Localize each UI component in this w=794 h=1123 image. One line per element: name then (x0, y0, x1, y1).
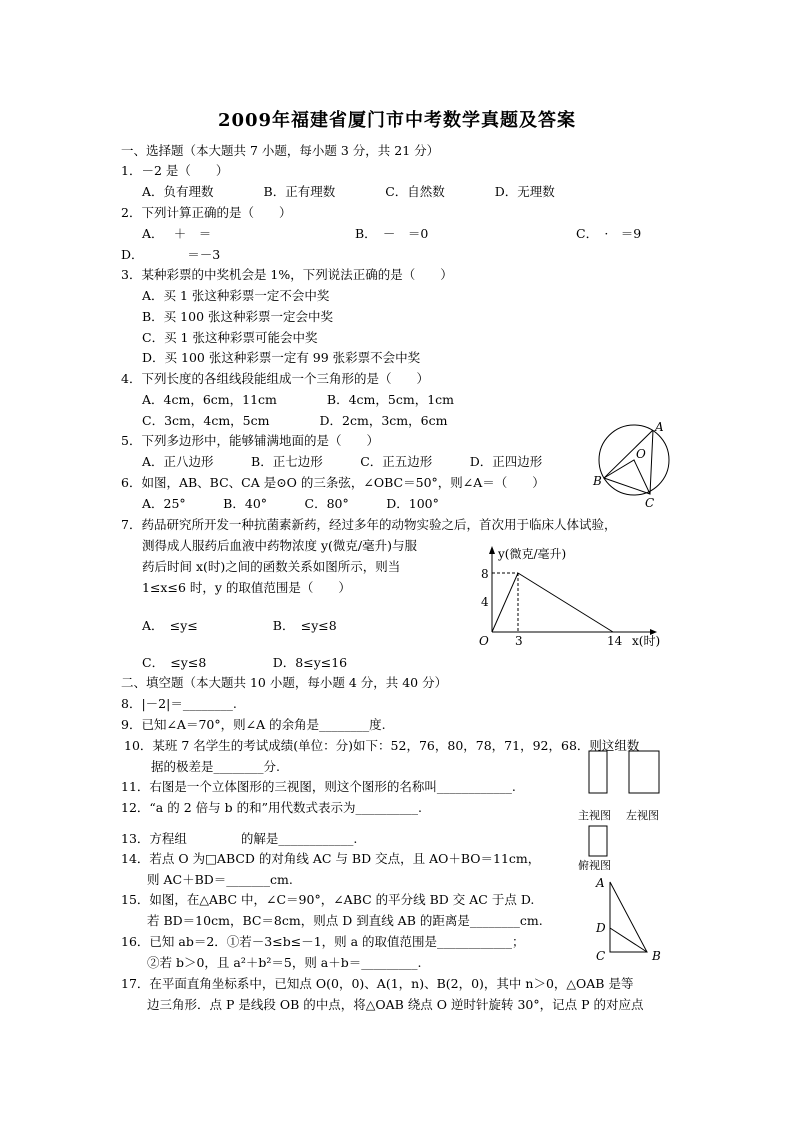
text-line: 14．若点 O 为□ABCD 的对角线 AC 与 BD 交点，且 AO＋BO＝11cm， (121, 851, 541, 866)
text-line: 一、选择题（本大题共 7 小题，每小题 3 分，共 21 分） (121, 143, 440, 158)
text-line: 15．如图，在△ABC 中，∠C＝90°，∠ABC 的平分线 BD 交 AC 于点 D. (121, 892, 535, 907)
graph-tick-3: 3 (515, 634, 523, 648)
text-line: C． ≤y≤8 D．8≤y≤16 (142, 655, 348, 670)
text-line: 16．已知 ab＝2．①若－3≤b≤－1，则 a 的取值范围是____________； (121, 934, 525, 949)
text-line: B． － ＝0 (355, 226, 429, 241)
text-line: 4．下列长度的各组线段能组成一个三角形的是（ ） (121, 371, 429, 386)
text-line: A．4cm，6cm，11cm B．4cm，5cm，1cm (142, 392, 455, 407)
text-line: 边三角形．点 P 是线段 OB 的中点，将△OAB 绕点 O 逆时针旋转 30°，记点 P 的对应点 (147, 997, 644, 1012)
text-line: A．买 1 张这种彩票一定不会中奖 (142, 288, 330, 303)
front-view-label: 主视图 (578, 809, 611, 822)
page-title: 2009年福建省厦门市中考数学真题及答案 (217, 110, 577, 131)
text-line: 测得成人服药后血液中药物浓度 y(微克/毫升)与服 (142, 538, 418, 553)
text-line: A．正八边形 B．正七边形 C．正五边形 D．正四边形 (142, 454, 543, 469)
text-line: 则 AC＋BD＝_______cm. (147, 872, 293, 887)
text-line: B．买 100 张这种彩票一定会中奖 (142, 309, 333, 324)
top-view-label: 俯视图 (578, 859, 611, 870)
triangle-label-c: C (596, 949, 606, 963)
text-line: A． ＋ ＝ (142, 226, 212, 241)
text-line: 9．已知∠A＝70°，则∠A 的余角是________度. (121, 717, 386, 732)
text-line: 12．“a 的 2 倍与 b 的和”用代数式表示为__________. (121, 800, 422, 815)
text-line: A．25° B．40° C．80° D．100° (142, 496, 439, 511)
text-line: 二、填空题（本大题共 10 小题，每小题 4 分，共 40 分） (121, 675, 448, 690)
graph-origin: O (479, 634, 489, 648)
text-line: 1．－2 是（ ） (121, 163, 229, 178)
circle-label-c: C (645, 496, 655, 510)
text-line: 1≤x≤6 时，y 的取值范围是（ ） (142, 580, 351, 595)
text-line: 13．方程组 的解是____________. (121, 831, 358, 846)
graph-x-axis-label: x(时) (632, 634, 661, 648)
circle-label-o: O (636, 447, 646, 461)
left-view-label: 左视图 (626, 809, 659, 822)
text-line: 7．药品研究所开发一种抗菌素新药，经过多年的动物实验之后，首次用于临床人体试验， (121, 517, 617, 532)
circle-figure (590, 418, 680, 510)
triangle-figure (592, 872, 672, 964)
graph-tick-4: 4 (481, 595, 489, 609)
text-line: A．负有理数 B．正有理数 C．自然数 D．无理数 (142, 184, 555, 199)
graph-y-axis-label: y(微克/毫升) (498, 547, 567, 561)
concentration-graph (470, 540, 670, 652)
text-line: 10．某班 7 名学生的考试成绩(单位：分)如下：52，76，80，78，71，92，68．则这组数 (124, 738, 640, 753)
text-line: 17．在平面直角坐标系中，已知点 O(0，0)、A(1，n)、B(2，0)，其中 n＞0，△OAB 是等 (121, 976, 634, 991)
graph-tick-14: 14 (607, 634, 623, 648)
circle-label-a: A (655, 420, 664, 434)
text-line: D．买 100 张这种彩票一定有 99 张彩票不会中奖 (142, 350, 421, 365)
text-line: C．3cm，4cm，5cm D．2cm，3cm，6cm (142, 413, 448, 428)
text-line: 8．|－2|＝________. (121, 696, 237, 711)
circle-label-b: B (593, 474, 602, 488)
triangle-label-d: D (596, 921, 606, 935)
text-line: 11．右图是一个立体图形的三视图，则这个图形的名称叫____________. (121, 779, 516, 794)
text-line: D． ＝－3 (121, 247, 221, 262)
text-line: 5．下列多边形中，能够铺满地面的是（ ） (121, 433, 379, 448)
text-line: A． ≤y≤ B． ≤y≤8 (142, 618, 337, 633)
three-views-figure (574, 748, 674, 870)
text-line: C．买 1 张这种彩票可能会中奖 (142, 330, 318, 345)
triangle-label-a: A (596, 876, 605, 890)
text-line: ②若 b＞0，且 a²＋b²＝5，则 a＋b＝_________. (147, 955, 422, 970)
graph-tick-8: 8 (481, 567, 489, 581)
text-line: 3．某种彩票的中奖机会是 1%，下列说法正确的是（ ） (121, 267, 453, 282)
text-line: 2．下列计算正确的是（ ） (121, 205, 292, 220)
text-line: 6．如图，AB、BC、CA 是⊙O 的三条弦，∠OBC＝50°，则∠A＝（ ） (121, 475, 545, 490)
triangle-label-b: B (652, 949, 661, 963)
text-line: 药后时间 x(时)之间的函数关系如图所示，则当 (142, 559, 401, 574)
text-line: 若 BD＝10cm，BC＝8cm，则点 D 到直线 AB 的距离是________cm. (147, 913, 543, 928)
text-line: 据的极差是________分. (151, 759, 280, 774)
text-line: C． · ＝9 (576, 226, 642, 241)
